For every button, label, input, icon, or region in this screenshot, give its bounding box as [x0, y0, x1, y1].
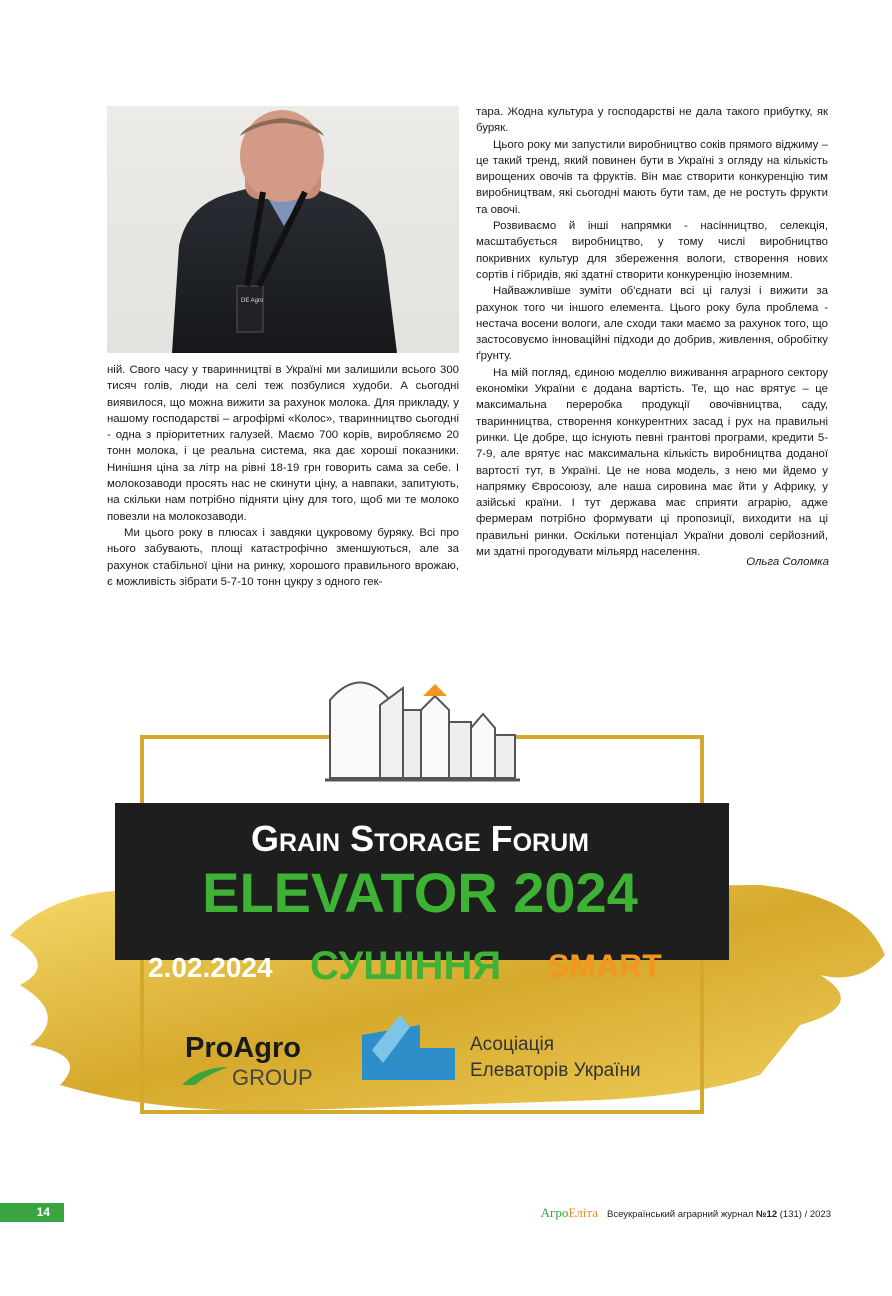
- left-column: [107, 362, 459, 590]
- svg-text:Асоціація: Асоціація: [470, 1034, 555, 1055]
- journal-info: Всеукраїнський аграрний журнал №12 (131) / 2023: [607, 1209, 831, 1220]
- svg-text:DE Agro: DE Agro: [241, 298, 264, 304]
- banner-graphic: [0, 655, 892, 1145]
- speaker-portrait: [107, 106, 459, 353]
- banner-smart: SMART: [548, 948, 662, 984]
- event-banner: [0, 655, 892, 1145]
- page-number: 14: [0, 1203, 64, 1222]
- journal-logo: АгроЕліта: [540, 1205, 598, 1220]
- head: [240, 110, 324, 202]
- svg-text:GROUP: GROUP: [232, 1065, 313, 1090]
- svg-text:Елеваторів України: Елеваторів України: [470, 1060, 641, 1081]
- banner-line1: Grain Storage Forum: [251, 818, 589, 859]
- author-signature: Ольга Соломка: [746, 556, 829, 568]
- silo-icon: [325, 683, 520, 781]
- right-column: [476, 104, 828, 560]
- paragraph: На мій погляд, єдиною моделлю виживання аграрного сектору економіки України є додана вартість. Те, що нас врятує – це максимальна переробка продукції овочівництва, саду, тваринництва, створення конкурентних засад і рух на правильні ринки. Це добре, що існують певні грантові програми, кредити 5-7-9, але врятує нас максимальна кількість виробництва доданої вартості тут, в Україні. Це не нова модель, з нею ми йдемо у напрямку Євросоюзу, але наша сировина має йти у Африку, у азійські країни. І тут держава має сприяти аграрію, адже фермерам потрібно формувати ці пропозиції, виходити на ці правильні ринки. Оскільки потенціал України доволі серйозний, ми здатні прогодувати мільярд населення.: [476, 366, 828, 559]
- banner-drying: СУШІННЯ: [310, 944, 502, 988]
- journal-footer: [541, 1205, 831, 1221]
- badge: [237, 286, 263, 332]
- paragraph: ній. Свого часу у тваринництві в Україні ми залишили всього 300 тисяч голів, люди на селі теж позбулися худоби. А сьогодні виявилося, що можна вижити за рахунок молока. Для прикладу, у нашому господарстві – агрофірмі «Колос», тваринництво сьогодні - одна з пріоритетних галузей. Маємо 700 корів, виробляємо 20 тонн молока, і це реальна система, яка дає хороші показники. Нинішня ціна за літр на рівні 18-19 грн говорить сама за себе. І молокозаводи просять нас не скинути ціну, а навпаки, запитують, на скільки нам потрібно підняти ціну для того, щоб ми те молоко повезли на молокозаводи.: [107, 364, 459, 523]
- paragraph: Розвиваємо й інші напрямки - насінництво, селекція, масштабується виробництво, у тому числі виробництво покривних культур для збереження вологи, створення нових сортів і гібридів, які здатні створити конкуренцію іноземним.: [476, 220, 828, 281]
- paragraph: тара. Жодна культура у господарстві не дала такого прибутку, як буряк.: [476, 106, 828, 135]
- article-photo: [107, 106, 459, 353]
- svg-text:ProAgro: ProAgro: [185, 1032, 301, 1064]
- banner-line2: ELEVATOR 2024: [202, 861, 638, 924]
- paragraph: Найважливіше зуміти об'єднати всі ці галузі і вижити за рахунок того чи іншого елемента. Цього року була проблема - нестача восени вологи, але сходи таки маємо за рахунок того, що застосовуємо інноваційні підходи до добрив, живлення, обробітку ґрунту.: [476, 285, 828, 363]
- paragraph: Ми цього року в плюсах і завдяки цукровому буряку. Всі про нього забувають, площі катастрофічно зменшуються, але за рахунок стабільної ціни на ринку, хорошого правильного врожаю, є можливість зібрати 5-7-10 тонн цукру з одного гек-: [107, 526, 459, 588]
- banner-date: 2.02.2024: [148, 952, 273, 983]
- paragraph: Цього року ми запустили виробництво соків прямого віджиму – це такий тренд, який повинен бути в Україні з огляду на кількість вирощених овочів та фруктів. Він має створити конкуренцію тим виробництвам, які сьогодні мають бути там, де не ростуть фрукти та овочі.: [476, 138, 828, 216]
